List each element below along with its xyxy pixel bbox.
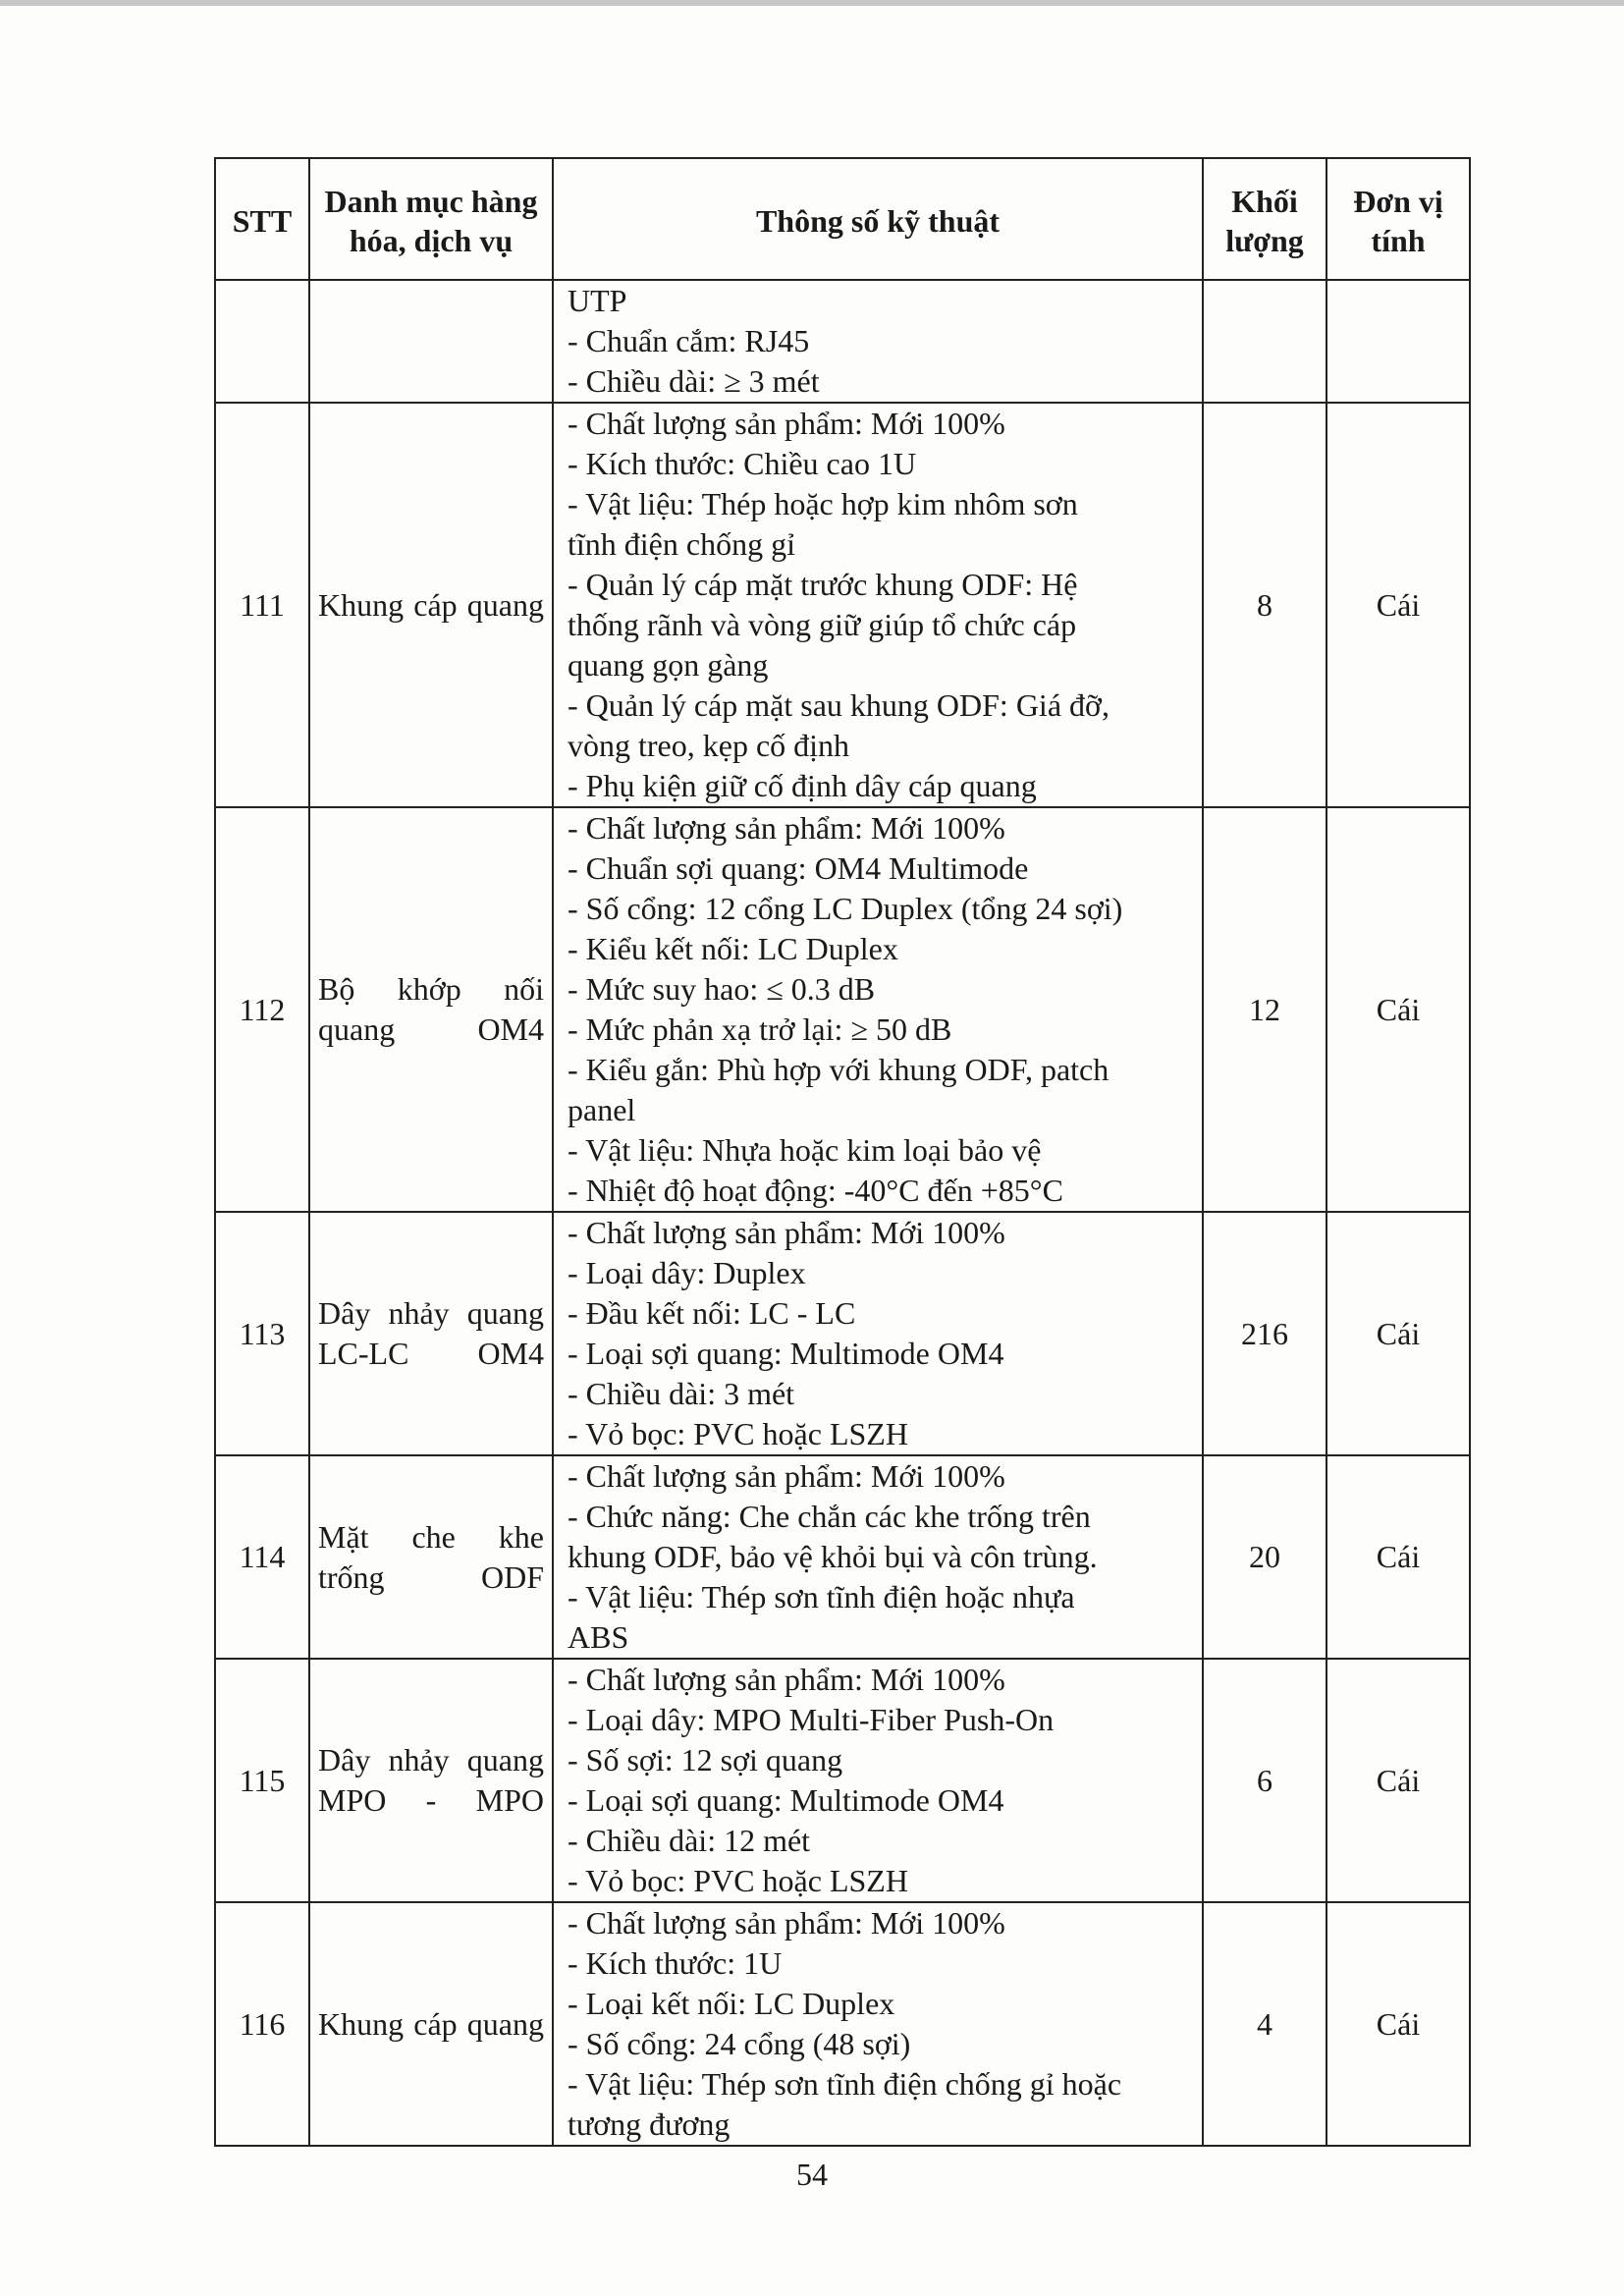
spec-line: - Vật liệu: Thép hoặc hợp kim nhôm sơn xyxy=(568,486,1078,521)
spec-line: panel xyxy=(568,1092,636,1127)
spec-line: tĩnh điện chống gỉ xyxy=(568,526,795,562)
spec-line: - Chất lượng sản phẩm: Mới 100% xyxy=(568,810,1005,846)
spec-line: - Chất lượng sản phẩm: Mới 100% xyxy=(568,1458,1005,1494)
spec-line: - Mức suy hao: ≤ 0.3 dB xyxy=(568,971,876,1007)
spec-line: vòng treo, kẹp cố định xyxy=(568,728,850,763)
spec-cell xyxy=(553,1212,1203,1455)
spec-line: - Chiều dài: 3 mét xyxy=(568,1376,795,1411)
header-category: Danh mục hàng hóa, dịch vụ xyxy=(309,158,553,280)
spec-line: - Chất lượng sản phẩm: Mới 100% xyxy=(568,1215,1005,1250)
spec-line: - Kích thước: Chiều cao 1U xyxy=(568,446,917,481)
table-row xyxy=(215,1902,1470,2146)
stt-cell: 114 xyxy=(215,1455,309,1659)
item-name-cell: Dây nhảy quang MPO - MPO xyxy=(309,1659,553,1902)
stt-cell: 111 xyxy=(215,403,309,807)
spec-line: - Chức năng: Che chắn các khe trống trên xyxy=(568,1499,1091,1534)
quantity-cell: 12 xyxy=(1203,807,1326,1212)
spec-line: - Chiều dài: 12 mét xyxy=(568,1823,811,1858)
stt-cell: 113 xyxy=(215,1212,309,1455)
spec-line: - Chiều dài: ≥ 3 mét xyxy=(568,363,820,399)
spec-cell xyxy=(553,1902,1203,2146)
header-quantity: Khối lượng xyxy=(1203,158,1326,280)
product-spec-table xyxy=(214,157,1471,2147)
spec-line: quang gọn gàng xyxy=(568,647,769,683)
unit-cell: Cái xyxy=(1326,1455,1470,1659)
unit-cell: Cái xyxy=(1326,1212,1470,1455)
spec-line: - Chất lượng sản phẩm: Mới 100% xyxy=(568,1662,1005,1697)
quantity-cell: 8 xyxy=(1203,403,1326,807)
table-row xyxy=(215,1455,1470,1659)
quantity-cell: 216 xyxy=(1203,1212,1326,1455)
continuation-stt-cell xyxy=(215,280,309,403)
quantity-cell: 20 xyxy=(1203,1455,1326,1659)
spec-line: - Đầu kết nối: LC - LC xyxy=(568,1295,856,1331)
spec-line: UTP xyxy=(568,283,627,318)
table-row xyxy=(215,1659,1470,1902)
table-header-row xyxy=(215,158,1470,280)
spec-line: - Loại dây: MPO Multi-Fiber Push-On xyxy=(568,1702,1055,1737)
spec-line: - Chuẩn cắm: RJ45 xyxy=(568,323,810,358)
unit-cell: Cái xyxy=(1326,1659,1470,1902)
page-number: 54 xyxy=(796,2157,828,2192)
quantity-cell: 6 xyxy=(1203,1659,1326,1902)
spec-line: - Mức phản xạ trở lại: ≥ 50 dB xyxy=(568,1011,952,1047)
spec-cell xyxy=(553,807,1203,1212)
spec-line: - Loại dây: Duplex xyxy=(568,1255,806,1290)
header-stt: STT xyxy=(215,158,309,280)
spec-line: - Loại sợi quang: Multimode OM4 xyxy=(568,1336,1004,1371)
spec-line: - Số sợi: 12 sợi quang xyxy=(568,1742,843,1777)
spec-cell xyxy=(553,1455,1203,1659)
spec-line: - Kích thước: 1U xyxy=(568,1945,783,1981)
spec-line: - Số cổng: 24 cổng (48 sợi) xyxy=(568,2026,911,2061)
spec-line: - Chuẩn sợi quang: OM4 Multimode xyxy=(568,850,1029,886)
spec-line: - Vỏ bọc: PVC hoặc LSZH xyxy=(568,1416,908,1451)
table-row xyxy=(215,1212,1470,1455)
spec-line: - Chất lượng sản phẩm: Mới 100% xyxy=(568,1905,1005,1941)
spec-line: - Chất lượng sản phẩm: Mới 100% xyxy=(568,406,1005,441)
spec-line: - Quản lý cáp mặt trước khung ODF: Hệ xyxy=(568,567,1078,602)
stt-cell: 116 xyxy=(215,1902,309,2146)
spec-line: - Vật liệu: Nhựa hoặc kim loại bảo vệ xyxy=(568,1132,1042,1168)
spec-line: thống rãnh và vòng giữ giúp tổ chức cáp xyxy=(568,607,1077,642)
spec-cell xyxy=(553,1659,1203,1902)
item-name-cell: Mặt che khe trống ODF xyxy=(309,1455,553,1659)
continuation-row xyxy=(215,280,1470,403)
header-specs: Thông số kỹ thuật xyxy=(553,158,1203,280)
item-name-cell: Khung cáp quang xyxy=(309,1902,553,2146)
spec-line: - Vật liệu: Thép sơn tĩnh điện hoặc nhựa xyxy=(568,1579,1075,1614)
item-name-cell: Dây nhảy quang LC-LC OM4 xyxy=(309,1212,553,1455)
stt-cell: 115 xyxy=(215,1659,309,1902)
spec-line: ABS xyxy=(568,1619,629,1655)
continuation-spec-cell xyxy=(553,280,1203,403)
spec-line: - Nhiệt độ hoạt động: -40°C đến +85°C xyxy=(568,1173,1063,1208)
continuation-name-cell xyxy=(309,280,553,403)
continuation-quantity-cell xyxy=(1203,280,1326,403)
table-row xyxy=(215,403,1470,807)
spec-line: - Vỏ bọc: PVC hoặc LSZH xyxy=(568,1863,908,1898)
spec-line: - Kiểu gắn: Phù hợp với khung ODF, patch xyxy=(568,1052,1110,1087)
unit-cell: Cái xyxy=(1326,1902,1470,2146)
item-name-cell: Khung cáp quang xyxy=(309,403,553,807)
spec-line: tương đương xyxy=(568,2106,731,2142)
spec-line: - Kiểu kết nối: LC Duplex xyxy=(568,931,898,966)
spec-line: - Vật liệu: Thép sơn tĩnh điện chống gỉ hoặc xyxy=(568,2066,1122,2102)
header-unit: Đơn vị tính xyxy=(1326,158,1470,280)
spec-line: - Loại kết nối: LC Duplex xyxy=(568,1986,895,2021)
quantity-cell: 4 xyxy=(1203,1902,1326,2146)
spec-line: - Quản lý cáp mặt sau khung ODF: Giá đỡ, xyxy=(568,687,1110,723)
unit-cell: Cái xyxy=(1326,807,1470,1212)
spec-line: - Phụ kiện giữ cố định dây cáp quang xyxy=(568,768,1037,803)
spec-line: - Số cổng: 12 cổng LC Duplex (tổng 24 sợi) xyxy=(568,891,1123,926)
spec-line: khung ODF, bảo vệ khỏi bụi và côn trùng. xyxy=(568,1539,1098,1574)
item-name-cell: Bộ khớp nối quang OM4 xyxy=(309,807,553,1212)
unit-cell: Cái xyxy=(1326,403,1470,807)
continuation-unit-cell xyxy=(1326,280,1470,403)
scan-top-edge xyxy=(0,0,1624,6)
table-row xyxy=(215,807,1470,1212)
spec-cell xyxy=(553,403,1203,807)
spec-line: - Loại sợi quang: Multimode OM4 xyxy=(568,1782,1004,1818)
stt-cell: 112 xyxy=(215,807,309,1212)
